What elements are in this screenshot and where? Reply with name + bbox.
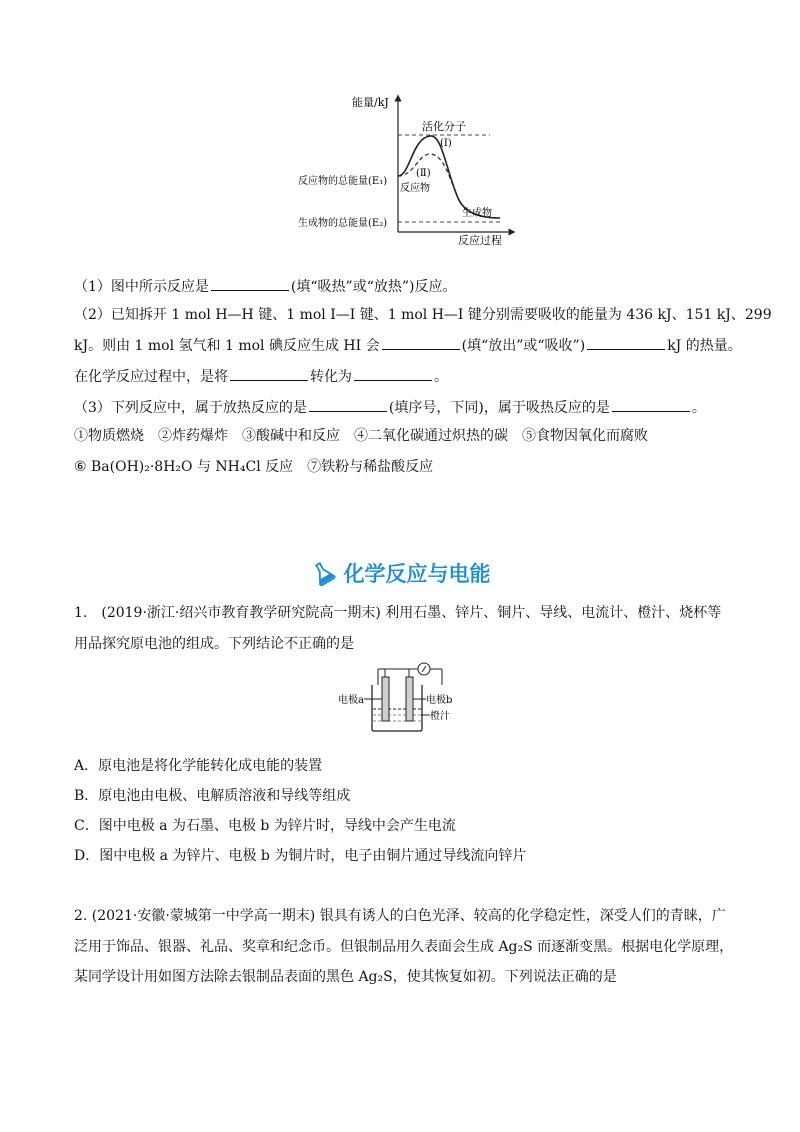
x-axis-label: 反应过程 [458,234,502,247]
curve-1-label: (Ⅰ) [440,138,452,149]
flask-icon [310,560,336,586]
electrode-a [382,677,389,721]
answer-blank [612,397,690,412]
reactant-label: 反应物 [400,183,430,194]
answer-blank [587,335,665,350]
activated-molecule-label: 活化分子 [422,120,466,133]
question-3-options-1: ①物质燃烧 ②炸药爆炸 ③酸碱中和反应 ④二氧化碳通过炽热的碳 ⑤食物因氧化而腐败 [74,428,648,444]
option-b: B．原电池由电极、电解质溶液和导线等组成 [74,788,351,804]
problem-1-stem-1: 1. (2019·浙江·绍兴市教育教学研究院高一期末) 利用石墨、锌片、铜片、导线、电流计、橙汁、烧杯等 [74,605,722,621]
reactant-energy-label: 反应物的总能量(E₁) [298,176,388,187]
problem-2-line-1: 2. (2021·安徽·蒙城第一中学高一期末) 银具有诱人的白色光泽、较高的化学稳定性，深受人们的青睐，广 [74,908,726,924]
answer-blank [382,335,460,350]
problem-1-stem-2: 用品探究原电池的组成。下列结论不正确的是 [74,636,354,652]
curve-2-label: (Ⅱ) [416,168,431,179]
option-d: D．图中电极 a 为锌片、电极 b 为铜片时，电子由铜片通过导线流向锌片 [74,848,527,864]
question-3: （3）下列反应中，属于放热反应的是 (填序号，下同)，属于吸热反应的是 。 [74,397,734,418]
section-title: 化学反应与电能 [343,562,491,586]
electrode-b-label: 电极b [426,695,453,706]
product-energy-label: 生成物的总能量(E₂) [298,218,388,229]
y-axis-label: 能量/kJ [352,96,389,109]
option-c: C．图中电极 a 为石墨、电极 b 为锌片时，导线中会产生电流 [74,818,456,834]
answer-blank [230,366,308,381]
problem-2-line-3: 某同学设计用如图方法除去银制品表面的黑色 Ag₂S，使其恢复如初。下列说法正确的是 [74,969,617,985]
answer-blank [309,397,387,412]
answer-blank [354,366,432,381]
electrode-a-label: 电极a [338,695,364,706]
juice-label: 橙汁 [430,711,450,722]
answer-blank [211,276,289,291]
electrode-b [406,677,413,721]
section-header [0,555,800,591]
question-3-options-2: ⑥ Ba(OH)₂·8H₂O 与 NH₄Cl 反应 ⑦铁粉与稀盐酸反应 [74,459,434,475]
problem-2-line-2: 泛用于饰品、银器、礼品、奖章和纪念币。但银制品用久表面会生成 Ag₂S 而逐渐变黑。根据电化学原理， [74,939,734,955]
question-2-line-2: kJ。则由 1 mol 氢气和 1 mol 碘反应生成 HI 会 (填“放出”或“吸收”) kJ 的热量。 [74,335,734,356]
galvanic-cell-figure [338,655,468,737]
question-1: （1）图中所示反应是 (填“吸热”或“放热”)反应。 [74,276,734,297]
product-label: 生成物 [462,208,492,219]
question-2-line-1: （2）已知拆开 1 mol H—H 键、1 mol I—I 键、1 mol H—I 键分别需要吸收的能量为 436 kJ、151 kJ、299 [74,307,772,323]
question-2-line-3: 在化学反应过程中，是将 转化为 。 [74,366,734,387]
beaker [372,685,422,731]
option-a: A．原电池是将化学能转化成电能的装置 [74,758,323,774]
energy-diagram [290,90,520,250]
